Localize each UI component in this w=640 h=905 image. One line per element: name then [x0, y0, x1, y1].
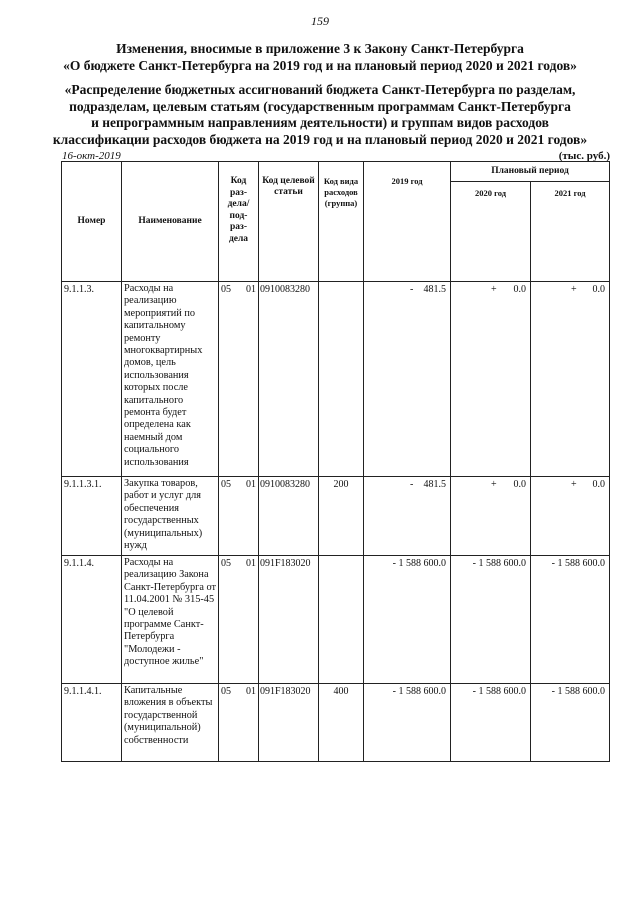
row-value-2020: - 1 588 600.0	[451, 684, 531, 762]
title-line-2: «О бюджете Санкт-Петербурга на 2019 год и на плановый период 2020 и 2021 годов»	[63, 58, 577, 73]
budget-table	[61, 161, 610, 762]
row-section-code: 05 01	[219, 556, 259, 684]
row-value-2021: - 1 588 600.0	[531, 556, 610, 684]
document-subtitle	[40, 82, 600, 148]
row-expense-type: 400	[319, 684, 364, 762]
table-row	[62, 684, 610, 762]
row-value-2019: - 1 588 600.0	[364, 556, 451, 684]
units-label: (тыс. руб.)	[558, 150, 610, 162]
row-number: 9.1.1.3.	[62, 282, 122, 477]
row-target-code: 091F183020	[259, 684, 319, 762]
header-target-code: Код целевой статьи	[259, 162, 319, 282]
header-planned-period: Плановый период	[451, 162, 610, 182]
header-name: Наименование	[122, 162, 219, 282]
subtitle-line: подразделам, целевым статьям (государственным программам Санкт-Петербурга	[69, 98, 571, 114]
row-value-2020: - 1 588 600.0	[451, 556, 531, 684]
row-value-2019: - 481.5	[364, 477, 451, 556]
row-value-2019: - 1 588 600.0	[364, 684, 451, 762]
subtitle-line: «Распределение бюджетных ассигнований бюджета Санкт-Петербурга по разделам,	[64, 82, 576, 97]
row-value-2021: + 0.0	[531, 282, 610, 477]
header-section-code: Код раз- дела/ под- раз- дела	[219, 162, 259, 282]
row-section-code: 05 01	[219, 684, 259, 762]
subtitle-line: и непрограммным направлениям деятельности) и группам видов расходов	[91, 115, 549, 130]
row-target-code: 091F183020	[259, 556, 319, 684]
header-2021: 2021 год	[531, 182, 610, 282]
row-expense-type	[319, 282, 364, 477]
row-value-2021: - 1 588 600.0	[531, 684, 610, 762]
row-value-2019: - 481.5	[364, 282, 451, 477]
row-section-code: 05 01	[219, 282, 259, 477]
header-2020: 2020 год	[451, 182, 531, 282]
row-expense-type: 200	[319, 477, 364, 556]
row-value-2020: + 0.0	[451, 282, 531, 477]
row-number: 9.1.1.3.1.	[62, 477, 122, 556]
row-expense-type	[319, 556, 364, 684]
table-row	[62, 556, 610, 684]
document-date: 16-окт-2019	[62, 150, 121, 162]
row-number: 9.1.1.4.	[62, 556, 122, 684]
row-name: Капитальные вложения в объекты государственной (муниципальной) собственности	[122, 684, 219, 762]
table-row	[62, 282, 610, 477]
row-value-2020: + 0.0	[451, 477, 531, 556]
row-target-code: 0910083280	[259, 282, 319, 477]
row-name: Расходы на реализацию Закона Санкт-Петербурга от 11.04.2001 № 315-45 "О целевой программе Санкт-Петербурга "Молодежи - доступное жилье"	[122, 556, 219, 684]
row-value-2021: + 0.0	[531, 477, 610, 556]
subtitle-line: классификации расходов бюджета на 2019 год и на плановый период 2020 и 2021 годов»	[52, 131, 588, 147]
row-target-code: 0910083280	[259, 477, 319, 556]
header-2019: 2019 год	[364, 162, 451, 282]
header-number: Номер	[62, 162, 122, 282]
title-line-1: Изменения, вносимые в приложение 3 к Закону Санкт-Петербурга	[116, 41, 524, 56]
page-number: 159	[311, 14, 329, 28]
header-expense-type: Код вида расходов (группа)	[319, 162, 364, 282]
row-number: 9.1.1.4.1.	[62, 684, 122, 762]
row-section-code: 05 01	[219, 477, 259, 556]
table-row	[62, 477, 610, 556]
row-name: Расходы на реализацию мероприятий по капитальному ремонту многоквартирных домов, цель использования которых после капитального ремонта будет определена как наемный дом социального использования	[122, 282, 219, 477]
row-name: Закупка товаров, работ и услуг для обеспечения государственных (муниципальных) нужд	[122, 477, 219, 556]
document-title	[40, 40, 600, 74]
